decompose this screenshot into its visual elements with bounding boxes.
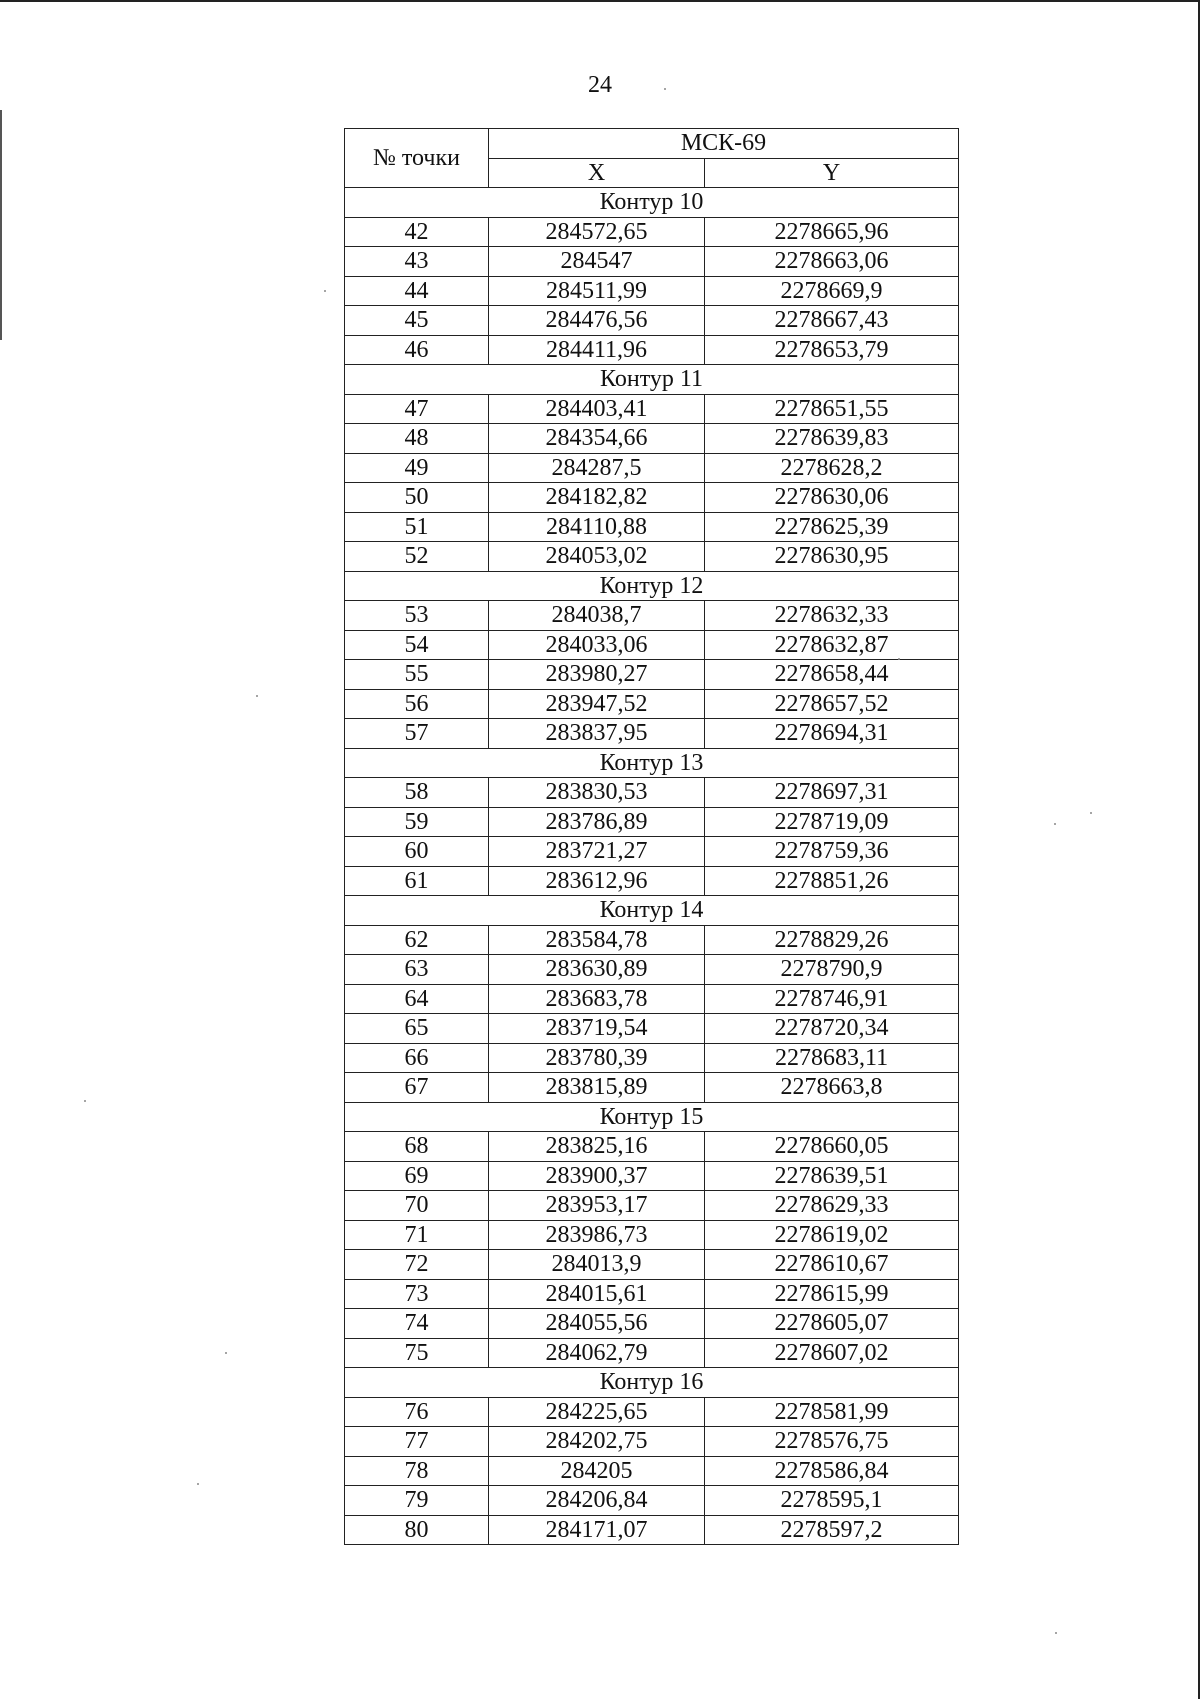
table-row [345,984,959,1014]
point-number-cell: 74 [345,1309,489,1339]
point-number-cell: 67 [345,1073,489,1103]
scan-speck [197,1483,199,1485]
y-coordinate-cell: 2278615,99 [705,1279,959,1309]
contour-title: Контур 16 [345,1368,959,1398]
x-coordinate-cell: 284202,75 [489,1427,705,1457]
y-coordinate-cell: 2278625,39 [705,512,959,542]
x-coordinate-cell: 283721,27 [489,837,705,867]
table-row [345,1132,959,1162]
y-coordinate-cell: 2278581,99 [705,1397,959,1427]
point-number-cell: 53 [345,601,489,631]
y-coordinate-cell: 2278639,51 [705,1161,959,1191]
x-coordinate-cell: 284038,7 [489,601,705,631]
x-coordinate-cell: 284287,5 [489,453,705,483]
x-coordinate-cell: 284411,96 [489,335,705,365]
point-number-cell: 54 [345,630,489,660]
table-row [345,778,959,808]
table-row [345,335,959,365]
x-coordinate-cell: 283815,89 [489,1073,705,1103]
point-number-cell: 47 [345,394,489,424]
point-number-cell: 65 [345,1014,489,1044]
contour-title: Контур 10 [345,188,959,218]
table-row [345,483,959,513]
point-number-cell: 55 [345,660,489,690]
y-coordinate-cell: 2278683,11 [705,1043,959,1073]
x-coordinate-cell: 283630,89 [489,955,705,985]
y-coordinate-cell: 2278595,1 [705,1486,959,1516]
point-number-cell: 42 [345,217,489,247]
y-coordinate-cell: 2278719,09 [705,807,959,837]
x-coordinate-cell: 283612,96 [489,866,705,896]
x-coordinate-cell: 283786,89 [489,807,705,837]
x-coordinate-cell: 284476,56 [489,306,705,336]
x-coordinate-cell: 283780,39 [489,1043,705,1073]
point-number-cell: 45 [345,306,489,336]
point-number-cell: 75 [345,1338,489,1368]
y-coordinate-cell: 2278790,9 [705,955,959,985]
scan-speck [84,1100,86,1102]
point-number-cell: 44 [345,276,489,306]
x-coordinate-cell: 283719,54 [489,1014,705,1044]
table-row [345,807,959,837]
point-number-cell: 69 [345,1161,489,1191]
contour-title: Контур 12 [345,571,959,601]
x-coordinate-cell: 284182,82 [489,483,705,513]
point-number-cell: 57 [345,719,489,749]
point-number-cell: 76 [345,1397,489,1427]
table-row [345,1515,959,1545]
table-row [345,601,959,631]
x-coordinate-cell: 283584,78 [489,925,705,955]
table-row [345,719,959,749]
table-row [345,630,959,660]
x-coordinate-cell: 284171,07 [489,1515,705,1545]
point-number-cell: 58 [345,778,489,808]
point-number-cell: 71 [345,1220,489,1250]
y-coordinate-cell: 2278667,43 [705,306,959,336]
table-row [345,424,959,454]
point-number-cell: 68 [345,1132,489,1162]
x-coordinate-cell: 283900,37 [489,1161,705,1191]
x-coordinate-cell: 284511,99 [489,276,705,306]
point-number-cell: 70 [345,1191,489,1221]
y-coordinate-cell: 2278630,95 [705,542,959,572]
x-coordinate-cell: 284062,79 [489,1338,705,1368]
contour-title: Контур 11 [345,365,959,395]
x-coordinate-cell: 283837,95 [489,719,705,749]
point-number-header: № точки [345,129,489,188]
x-coordinate-cell: 283947,52 [489,689,705,719]
point-number-cell: 49 [345,453,489,483]
y-coordinate-cell: 2278697,31 [705,778,959,808]
table-header [345,129,959,188]
x-coordinate-cell: 284547 [489,247,705,277]
x-coordinate-cell: 283986,73 [489,1220,705,1250]
scan-speck [898,658,900,660]
point-number-cell: 77 [345,1427,489,1457]
y-coordinate-cell: 2278759,36 [705,837,959,867]
table-row [345,955,959,985]
x-coordinate-cell: 284205 [489,1456,705,1486]
table-row [345,689,959,719]
point-number-cell: 50 [345,483,489,513]
y-coordinate-cell: 2278653,79 [705,335,959,365]
coordinates-table [344,128,959,1545]
y-coordinate-cell: 2278663,8 [705,1073,959,1103]
y-coordinate-cell: 2278605,07 [705,1309,959,1339]
contour-header-row [345,748,959,778]
point-number-cell: 61 [345,866,489,896]
scan-speck [1055,1632,1057,1634]
table-row [345,512,959,542]
table-row [345,1397,959,1427]
x-coordinate-cell: 283683,78 [489,984,705,1014]
coordinate-system-header: МСК-69 [489,129,959,159]
x-coordinate-cell: 284055,56 [489,1309,705,1339]
x-coordinate-cell: 283953,17 [489,1191,705,1221]
point-number-cell: 48 [345,424,489,454]
contour-header-row [345,1102,959,1132]
point-number-cell: 46 [345,335,489,365]
x-coordinate-cell: 284053,02 [489,542,705,572]
y-coordinate-cell: 2278586,84 [705,1456,959,1486]
x-coordinate-cell: 283830,53 [489,778,705,808]
x-column-header: X [489,158,705,188]
table-row [345,1427,959,1457]
y-coordinate-cell: 2278657,52 [705,689,959,719]
contour-header-row [345,188,959,218]
contour-header-row [345,896,959,926]
scan-speck [324,290,326,292]
table-row [345,866,959,896]
scan-edge-top [0,0,1200,2]
x-coordinate-cell: 284354,66 [489,424,705,454]
y-coordinate-cell: 2278660,05 [705,1132,959,1162]
table-row [345,1250,959,1280]
table-row [345,542,959,572]
table-row [345,1486,959,1516]
point-number-cell: 52 [345,542,489,572]
y-coordinate-cell: 2278663,06 [705,247,959,277]
y-coordinate-cell: 2278651,55 [705,394,959,424]
table-row [345,1014,959,1044]
table-row [345,247,959,277]
contour-title: Контур 13 [345,748,959,778]
table-row [345,1309,959,1339]
table-row [345,306,959,336]
scan-speck [1090,812,1092,814]
point-number-cell: 72 [345,1250,489,1280]
y-coordinate-cell: 2278576,75 [705,1427,959,1457]
point-number-cell: 79 [345,1486,489,1516]
table-row [345,1279,959,1309]
scan-speck [225,1352,227,1354]
contour-title: Контур 15 [345,1102,959,1132]
contour-header-row [345,365,959,395]
point-number-cell: 56 [345,689,489,719]
y-coordinate-cell: 2278694,31 [705,719,959,749]
table-row [345,837,959,867]
y-coordinate-cell: 2278851,26 [705,866,959,896]
y-coordinate-cell: 2278829,26 [705,925,959,955]
y-coordinate-cell: 2278597,2 [705,1515,959,1545]
x-coordinate-cell: 284013,9 [489,1250,705,1280]
y-coordinate-cell: 2278628,2 [705,453,959,483]
contour-header-row [345,1368,959,1398]
x-coordinate-cell: 283980,27 [489,660,705,690]
table-row [345,925,959,955]
table-row [345,1220,959,1250]
x-coordinate-cell: 284110,88 [489,512,705,542]
table-row [345,217,959,247]
table-row [345,1043,959,1073]
y-coordinate-cell: 2278639,83 [705,424,959,454]
x-coordinate-cell: 284015,61 [489,1279,705,1309]
point-number-cell: 59 [345,807,489,837]
y-coordinate-cell: 2278607,02 [705,1338,959,1368]
y-coordinate-cell: 2278632,33 [705,601,959,631]
y-coordinate-cell: 2278619,02 [705,1220,959,1250]
table-row [345,1161,959,1191]
point-number-cell: 60 [345,837,489,867]
y-coordinate-cell: 2278665,96 [705,217,959,247]
scan-speck [1054,823,1056,825]
table-body [345,188,959,1545]
table-row [345,1338,959,1368]
y-coordinate-cell: 2278669,9 [705,276,959,306]
table-row [345,1191,959,1221]
y-coordinate-cell: 2278658,44 [705,660,959,690]
y-coordinate-cell: 2278629,33 [705,1191,959,1221]
y-coordinate-cell: 2278610,67 [705,1250,959,1280]
x-coordinate-cell: 284033,06 [489,630,705,660]
table-row [345,276,959,306]
point-number-cell: 80 [345,1515,489,1545]
table-row [345,1456,959,1486]
point-number-cell: 62 [345,925,489,955]
scan-speck [256,695,258,697]
contour-header-row [345,571,959,601]
y-coordinate-cell: 2278632,87 [705,630,959,660]
y-coordinate-cell: 2278746,91 [705,984,959,1014]
x-coordinate-cell: 284225,65 [489,1397,705,1427]
contour-title: Контур 14 [345,896,959,926]
table-row [345,394,959,424]
table-row [345,1073,959,1103]
y-column-header: Y [705,158,959,188]
point-number-cell: 51 [345,512,489,542]
y-coordinate-cell: 2278720,34 [705,1014,959,1044]
page-number: 24 [588,72,612,98]
x-coordinate-cell: 284572,65 [489,217,705,247]
scan-edge-left [0,110,2,340]
point-number-cell: 63 [345,955,489,985]
y-coordinate-cell: 2278630,06 [705,483,959,513]
x-coordinate-cell: 283825,16 [489,1132,705,1162]
table-row [345,660,959,690]
scan-speck [664,88,666,90]
point-number-cell: 66 [345,1043,489,1073]
table-row [345,453,959,483]
point-number-cell: 64 [345,984,489,1014]
point-number-cell: 78 [345,1456,489,1486]
x-coordinate-cell: 284403,41 [489,394,705,424]
point-number-cell: 73 [345,1279,489,1309]
x-coordinate-cell: 284206,84 [489,1486,705,1516]
point-number-cell: 43 [345,247,489,277]
